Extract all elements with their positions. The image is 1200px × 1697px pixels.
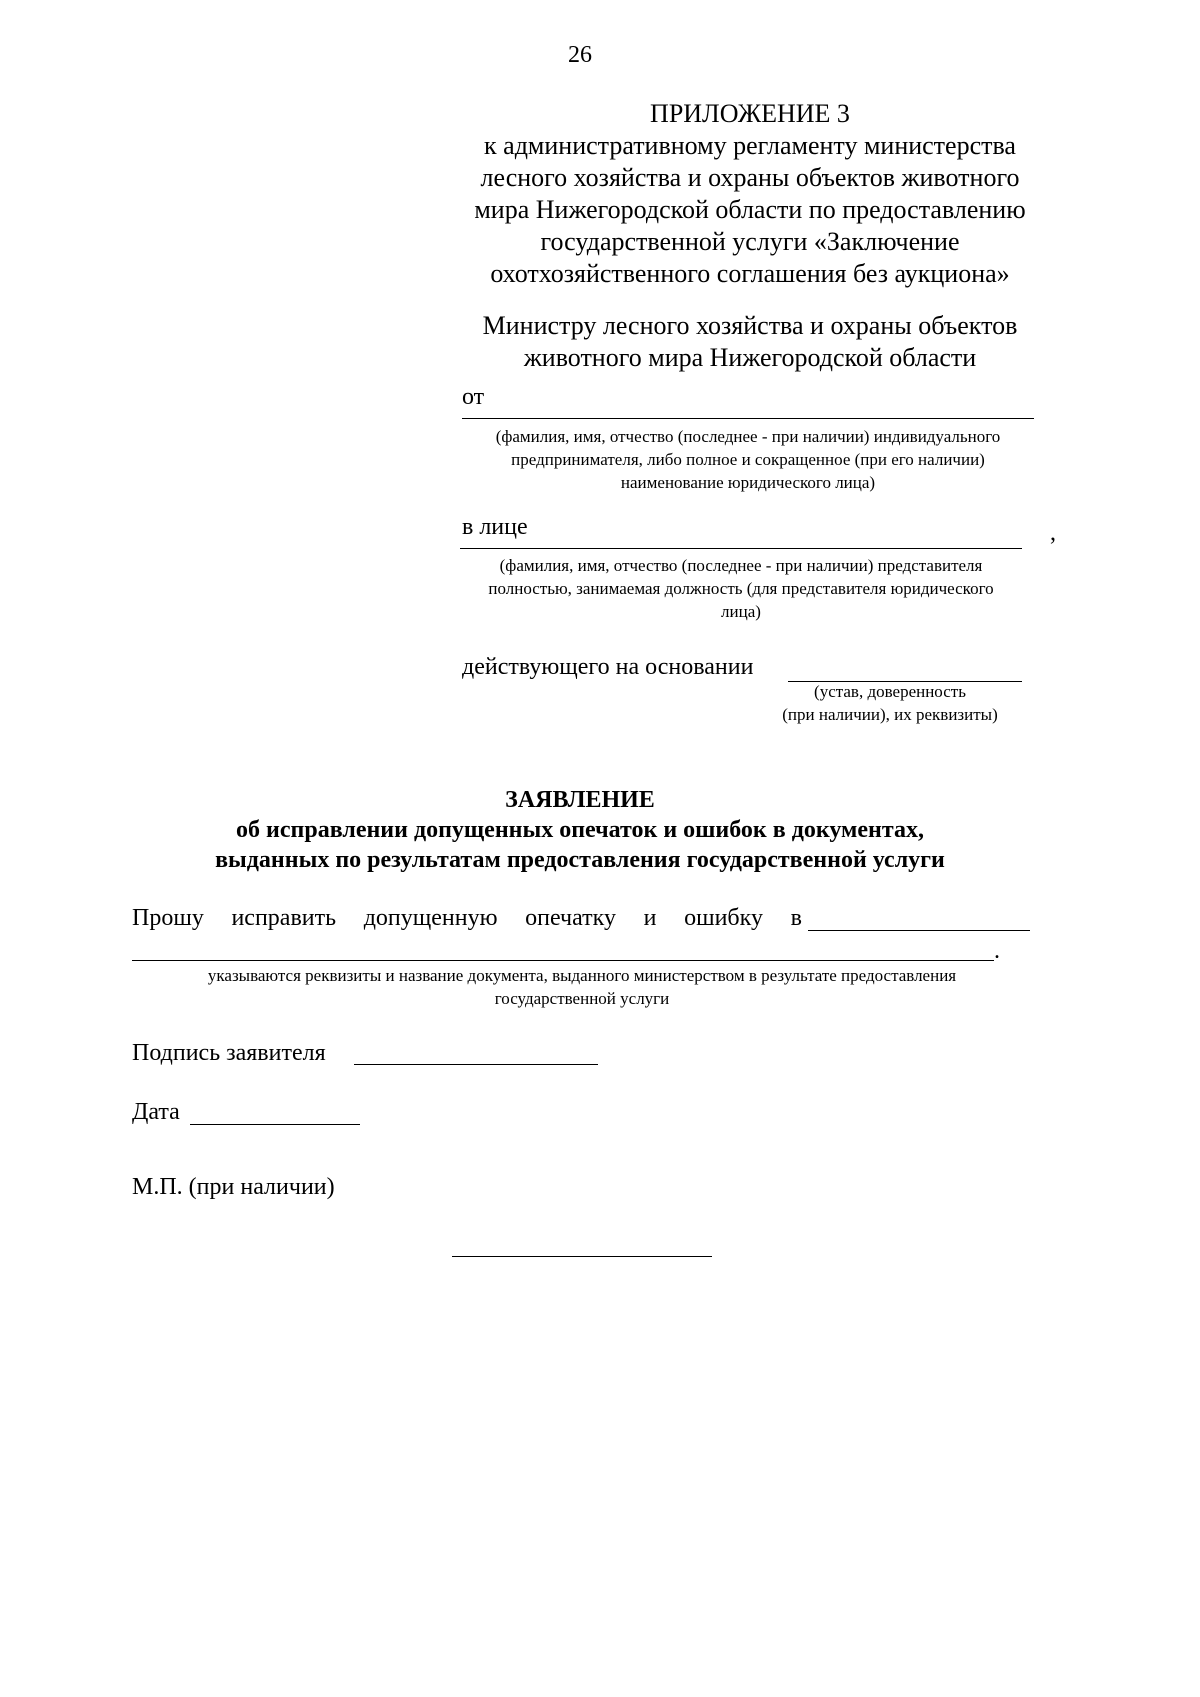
statement-title: ЗАЯВЛЕНИЕ <box>505 787 655 813</box>
request-period: . <box>994 938 1000 964</box>
representative-input-line[interactable] <box>460 548 1022 549</box>
appendix-line: охотхозяйственного соглашения без аукциона» <box>490 259 1010 288</box>
request-word: Прошу <box>132 905 204 931</box>
request-input-line[interactable] <box>808 930 1030 931</box>
statement-title-block <box>100 785 1060 875</box>
representative-hint-line: (фамилия, имя, отчество (последнее - при наличии) представителя <box>499 556 983 575</box>
appendix-line: мира Нижегородской области по предоставлению <box>474 195 1026 224</box>
appendix-title: ПРИЛОЖЕНИЕ 3 <box>650 99 850 128</box>
document-hint-line: указываются реквизиты и название документа, выданного министерством в результате предоставления <box>207 966 957 985</box>
appendix-line: лесного хозяйства и охраны объектов животного <box>480 163 1020 192</box>
appendix-line: государственной услуги «Заключение <box>540 227 960 256</box>
from-hint-line: предпринимателя, либо полное и сокращенное (при его наличии) <box>511 450 985 469</box>
date-label: Дата <box>132 1099 180 1125</box>
representative-hint <box>460 554 1022 623</box>
from-hint <box>462 425 1034 494</box>
request-word: и <box>643 905 657 931</box>
request-word: в <box>790 905 802 931</box>
request-word: допущенную <box>363 905 498 931</box>
page-number: 26 <box>568 42 592 68</box>
appendix-line: к административному регламенту министерства <box>484 131 1016 160</box>
request-text <box>132 903 802 933</box>
representative-hint-line: полностью, занимаемая должность (для представителя юридического <box>488 579 994 598</box>
request-word: исправить <box>231 905 337 931</box>
basis-hint <box>740 680 1040 726</box>
date-input-line[interactable] <box>190 1124 360 1125</box>
basis-hint-line: (при наличии), их реквизиты) <box>782 705 998 724</box>
statement-subtitle-line: выданных по результатам предоставления государственной услуги <box>215 847 945 873</box>
addressee-block <box>470 310 1030 374</box>
representative-label: в лице <box>462 514 528 540</box>
request-word: ошибку <box>684 905 763 931</box>
addressee-line: животного мира Нижегородской области <box>523 343 977 372</box>
from-label: от <box>462 384 485 410</box>
representative-comma: , <box>1050 520 1056 546</box>
basis-label: действующего на основании <box>462 654 754 680</box>
document-hint-line: государственной услуги <box>494 989 670 1008</box>
from-hint-line: (фамилия, имя, отчество (последнее - при наличии) индивидуального <box>495 427 1001 446</box>
signature-input-line[interactable] <box>354 1064 598 1065</box>
statement-subtitle-line: об исправлении допущенных опечаток и ошибок в документах, <box>236 817 924 843</box>
document-input-line[interactable] <box>132 960 994 961</box>
signature-label: Подпись заявителя <box>132 1040 326 1066</box>
basis-hint-line: (устав, доверенность <box>814 682 966 701</box>
from-hint-line: наименование юридического лица) <box>620 473 876 492</box>
request-word: опечатку <box>525 905 616 931</box>
stamp-label: М.П. (при наличии) <box>132 1174 335 1200</box>
document-hint <box>132 964 1032 1010</box>
closing-rule <box>452 1256 712 1257</box>
appendix-block <box>470 98 1030 290</box>
representative-hint-line: лица) <box>721 602 761 621</box>
from-input-line[interactable] <box>462 418 1034 419</box>
addressee-line: Министру лесного хозяйства и охраны объектов <box>482 311 1018 340</box>
